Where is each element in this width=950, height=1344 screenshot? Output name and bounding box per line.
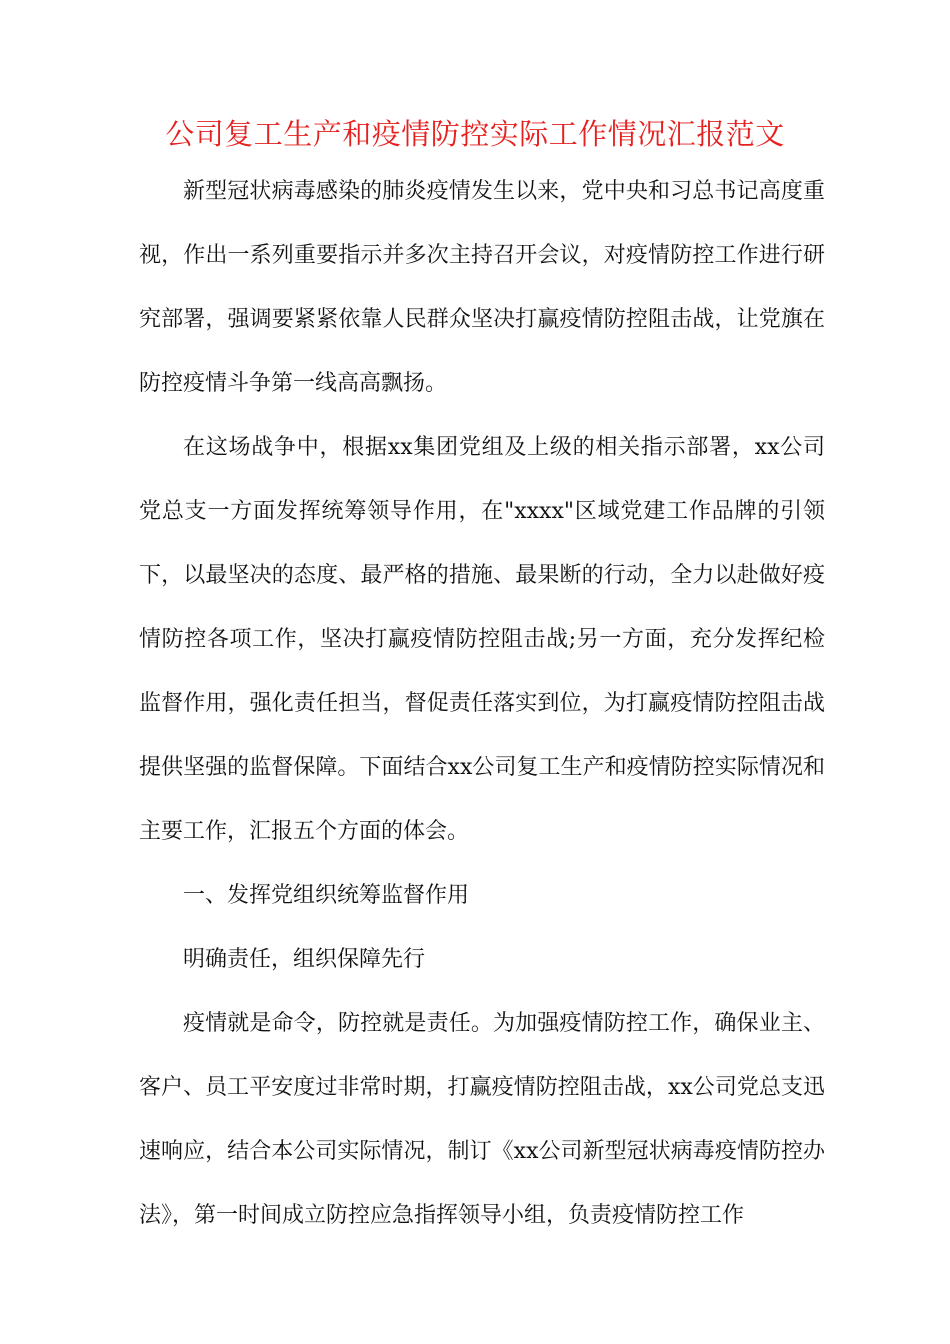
- section-heading: 一、发挥党组织统筹监督作用: [183, 883, 470, 908]
- subsection-heading: 明确责任，组织保障先行: [183, 947, 426, 972]
- paragraph-intro: 新型冠状病毒感染的肺炎疫情发生以来，党中央和习总书记高度重视，作出一系列重要指示并多次主持召开会议，对疫情防控工作进行研究部署，强调要紧紧依靠人民群众坚决打赢疫情防控阻击战，让党旗在防控疫情斗争第一线高高飘扬。: [139, 179, 825, 396]
- paragraph-responsibility: 疫情就是命令，防控就是责任。为加强疫情防控工作，确保业主、客户、员工平安度过非常时期，打赢疫情防控阻击战，xx公司党总支迅速响应，结合本公司实际情况，制订《xx公司新型冠状病毒疫情防控办法》，第一时间成立防控应急指挥领导小组，负责疫情防控工作: [139, 1011, 825, 1228]
- document-title: 公司复工生产和疫情防控实际工作情况汇报范文: [165, 117, 785, 151]
- paragraph-war: 在这场战争中，根据xx集团党组及上级的相关指示部署，xx公司党总支一方面发挥统筹领导作用，在"xxxx"区域党建工作品牌的引领下，以最坚决的态度、最严格的措施、最果断的行动，全力以赴做好疫情防控各项工作，坚决打赢疫情防控阻击战;另一方面，充分发挥纪检监督作用，强化责任担当，督促责任落实到位，为打赢疫情防控阻击战提供坚强的监督保障。下面结合xx公司复工生产和疫情防控实际情况和主要工作，汇报五个方面的体会。: [139, 435, 825, 844]
- document-body: [139, 160, 825, 1248]
